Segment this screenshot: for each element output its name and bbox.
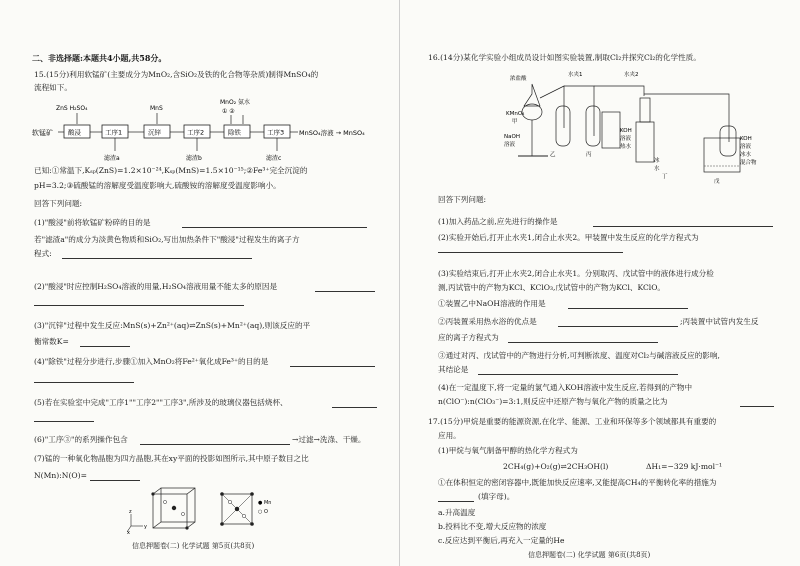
label-koh-1: KOH xyxy=(620,128,632,134)
q16-p3-f: ③通过对丙、戊试管中的产物进行分析,可判断浓度、温度对Cl₂与碱溶液反应的影响, xyxy=(438,351,720,360)
flow-reagent-1: ZnS H₂SO₄ xyxy=(56,105,88,112)
q15-p6: (6)"工序③"的系列操作包含 xyxy=(34,435,128,444)
flow-box-4-label: 工序2 xyxy=(187,128,205,137)
answer-blank xyxy=(508,342,658,343)
answer-blank xyxy=(90,480,140,481)
answer-blank xyxy=(558,326,678,327)
legend-mn: ● Mn xyxy=(258,500,272,506)
label-ding: 丁 xyxy=(662,174,668,180)
q15-p7-a: (7)锰的一种氧化物晶胞为四方晶胞,其在xy平面的投影如图所示,其中原子数目之比 xyxy=(34,454,309,463)
label-bing: 丙 xyxy=(586,152,592,158)
q16-intro: 16.(14分)某化学实验小组成员设计如图实验装置,制取Cl₂并探究Cl₂的化学性质。 xyxy=(428,53,701,62)
right-page xyxy=(400,0,800,566)
q15-p2: (2)"酸浸"时应控制H₂SO₄溶液的用量,H₂SO₄溶液用量不能太多的原因是 xyxy=(34,282,278,291)
option-c: c.反应达到平衡后,再充入一定量的He xyxy=(438,536,565,545)
answer-blank xyxy=(182,227,367,228)
label-naoh-2: 溶液 xyxy=(504,142,516,148)
left-footer: 信息押题卷(二) 化学试题 第5页(共8页) xyxy=(132,542,255,550)
label-mix: 混合物 xyxy=(740,160,757,166)
flow-box-3-label: 沉锌 xyxy=(148,128,161,137)
q15-intro-2: 流程如下。 xyxy=(34,83,72,92)
flow-reagent-2: MnS xyxy=(150,105,163,112)
answer-blank xyxy=(34,421,94,422)
label-ice-2: 水 xyxy=(654,166,660,172)
answer-blank xyxy=(478,374,678,375)
answer-blank xyxy=(332,407,377,408)
q16-answer-prompt: 回答下列问题: xyxy=(438,195,487,204)
label-k1: 水夹1 xyxy=(568,72,583,78)
label-k2: 水夹2 xyxy=(624,72,639,78)
section-title: 二、非选择题:本题共4小题,共58分。 xyxy=(32,53,167,63)
flow-end: MnSO₄溶液 → MnSO₄ xyxy=(299,129,365,137)
label-koh-2b: 溶液 xyxy=(740,144,752,150)
q15-p3-a: (3)"沉锌"过程中发生反应:MnS(s)+Zn²⁺(aq)⇌ZnS(s)+Mn²⁺(aq),则该反应的平 xyxy=(34,321,311,330)
option-a: a.升高温度 xyxy=(438,508,476,517)
flow-out-1: 滤渣a xyxy=(104,155,120,162)
answer-prompt: 回答下列问题: xyxy=(34,199,83,208)
answer-blank xyxy=(34,305,244,306)
label-hot: 热水 xyxy=(620,144,632,150)
label-ice: 冰 xyxy=(654,158,660,164)
label-koh-2: KOH xyxy=(740,136,752,142)
answer-blank xyxy=(740,406,774,407)
answer-blank xyxy=(315,291,375,292)
flow-out-3: 滤渣c xyxy=(266,155,282,162)
answer-blank xyxy=(438,501,474,502)
label-ice-3: 冰水 xyxy=(740,152,752,158)
flow-box-1-label: 酸浸 xyxy=(68,128,81,137)
axis-y-label: y xyxy=(144,524,147,530)
label-wu: 戊 xyxy=(714,179,720,185)
right-footer: 信息押题卷(二) 化学试题 第6页(共8页) xyxy=(528,551,651,559)
q16-p3-g: 其结论是 xyxy=(438,365,469,374)
apparatus-diagram xyxy=(504,66,784,186)
flow-box-5-label: 除铁 xyxy=(228,128,241,137)
answer-blank xyxy=(593,226,773,227)
answer-blank xyxy=(140,444,290,445)
label-yi: 乙 xyxy=(550,152,556,158)
flow-box-6-label: 工序3 xyxy=(267,128,285,137)
q17-intro: 17.(15分)甲烷是重要的能源资源,在化学、能源、工业和环保等多个领域都具有重要的 xyxy=(428,417,717,426)
q15-p1-b: 若"滤渣a"的成分为淡黄色物质和SiO₂,写出加热条件下"酸浸"过程发生的离子方 xyxy=(34,235,300,244)
flow-reagent-3: MnO₂ 氨水 xyxy=(220,99,251,106)
known-1: 已知:①常温下,Kₛₚ(ZnS)=1.2×10⁻²⁴,Kₛₚ(MnS)=1.5×10⁻¹⁵;②Fe³⁺完全沉淀的 xyxy=(34,166,308,175)
q15-p6-tail: →过滤→洗涤、干燥。 xyxy=(292,435,366,444)
q16-p3-d: ②丙装置采用热水浴的优点是 xyxy=(438,317,537,326)
answer-blank xyxy=(568,308,688,309)
known-2: pH=3.2;③硫酸锰的溶解度受温度影响大,硫酸铵的溶解度受温度影响小。 xyxy=(34,181,281,190)
equation: 2CH₄(g)+O₂(g)⇌2CH₃OH(l) xyxy=(503,462,609,471)
label-naoh: NaOH xyxy=(504,134,520,140)
legend-o: ○ O xyxy=(258,509,268,515)
q15-p7-b: N(Mn):N(O)= xyxy=(34,471,87,480)
answer-blank xyxy=(438,252,623,253)
q17-p1-1: ①在体积恒定的密闭容器中,既能加快反应速率,又能提高CH₄的平衡转化率的措施为 xyxy=(438,478,717,487)
answer-blank xyxy=(34,382,134,383)
flow-out-2: 滤渣b xyxy=(186,155,202,162)
q15-intro: 15.(15分)利用软锰矿(主要成分为MnO₂,含SiO₂及铁的化合物等杂质)制得MnSO₄的 xyxy=(34,70,319,79)
q17-p1-1-tail: (填字母)。 xyxy=(478,492,515,501)
label-kmno4: KMnO₄ xyxy=(506,111,525,117)
right-content xyxy=(428,0,793,566)
q15-p1-c: 程式: xyxy=(34,249,52,258)
answer-blank xyxy=(80,346,130,347)
q15-p3-b: 衡常数K= xyxy=(34,337,69,346)
crystal-cell-figure xyxy=(127,484,287,534)
q16-p3-d-tail: ;丙装置中试管内发生反 xyxy=(680,317,759,326)
q16-p3-b: 测,丙试管中的产物为KCl、KClO₃,戊试管中的产物为KCl、KClO。 xyxy=(438,283,666,292)
label-funnel: 浓盐酸 xyxy=(510,76,527,82)
delta-h: ΔH₁=−329 kJ·mol⁻¹ xyxy=(646,462,723,471)
q16-p3-c: ①装置乙中NaOH溶液的作用是 xyxy=(438,299,546,308)
q16-p2: (2)实验开始后,打开止水夹1,闭合止水夹2。甲装置中发生反应的化学方程式为 xyxy=(438,233,699,242)
label-jia: 甲 xyxy=(512,119,518,125)
q15-p4: (4)"除铁"过程分步进行,步骤①加入MnO₂将Fe²⁺氧化成Fe³⁺的目的是 xyxy=(34,357,269,366)
flow-box-2-label: 工序1 xyxy=(105,128,123,137)
left-content xyxy=(32,0,392,566)
label-koh-1b: 溶液 xyxy=(620,136,632,142)
q17-intro-2: 应用。 xyxy=(438,431,461,440)
q16-p4-a: (4)在一定温度下,将一定量的氯气通入KOH溶液中发生反应,若得到的产物中 xyxy=(438,383,693,392)
axis-x-label: x xyxy=(127,530,130,534)
process-flow-diagram xyxy=(32,96,377,162)
answer-blank xyxy=(290,366,375,367)
axis-z-label: z xyxy=(129,509,132,515)
answer-blank xyxy=(62,258,252,259)
q16-p1: (1)加入药品之前,应先进行的操作是 xyxy=(438,217,558,226)
flow-start: 软锰矿 xyxy=(32,129,53,137)
q16-p3-e: 应的离子方程式为 xyxy=(438,333,499,342)
q17-p1: (1)甲烷与氧气制备甲醇的热化学方程式为 xyxy=(438,446,578,455)
option-b: b.投料比不变,增大反应物的浓度 xyxy=(438,522,547,531)
q15-p5: (5)若在实验室中完成"工序1""工序2""工序3",所涉及的玻璃仪器包括烧杯、 xyxy=(34,398,288,407)
q15-p1-a: (1)"酸浸"前将软锰矿粉碎的目的是 xyxy=(34,218,151,227)
q16-p3-a: (3)实验结束后,打开止水夹2,闭合止水夹1。分别取丙、戊试管中的液体进行成分检 xyxy=(438,269,714,278)
flow-reagent-3-marks: ① ② xyxy=(222,108,235,115)
q16-p4-b: n(ClO⁻):n(ClO₃⁻)=3:1,则反应中还原产物与氧化产物的质量之比为 xyxy=(438,397,668,406)
